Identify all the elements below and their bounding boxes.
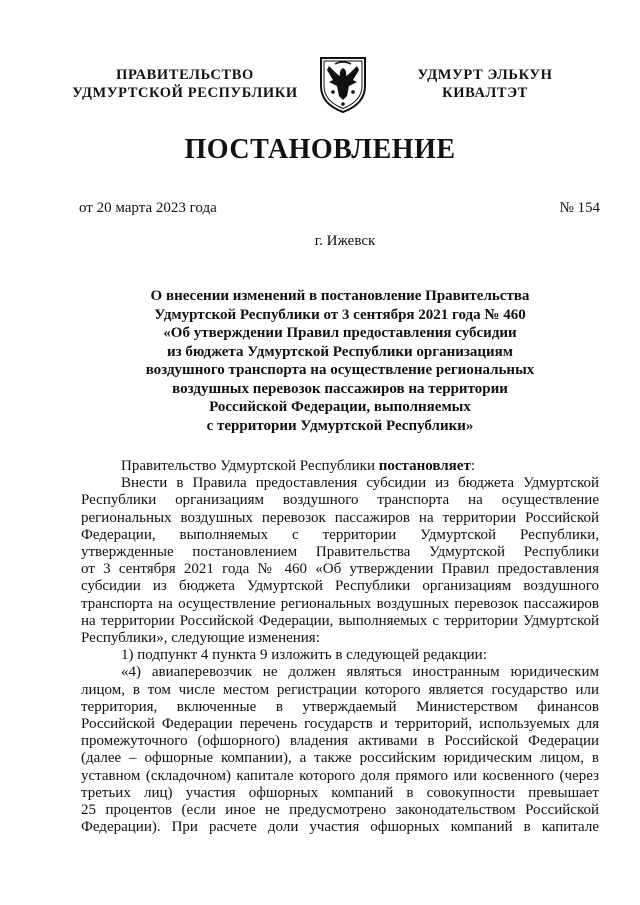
document-subject: [110, 287, 570, 435]
body-line: территория, включенные в утверждаемый Министерством финансов: [81, 698, 599, 715]
body-line: утвержденные постановлением Правительства Удмуртской Республики: [81, 544, 599, 561]
body-line: 1) подпункт 4 пункта 9 изложить в следующей редакции:: [121, 647, 487, 664]
header-left-line-2: УДМУРТСКОЙ РЕСПУБЛИКИ: [72, 85, 298, 101]
subject-line: Российской Федерации, выполняемых: [209, 399, 471, 415]
body-line: Российской Федерации перечень государств и территорий, используемых для: [81, 716, 599, 733]
body-line: 25 процентов (если иное не предусмотрено законодательством Российской: [81, 802, 599, 819]
subject-line: с территории Удмуртской Республики»: [206, 417, 474, 434]
body-line: лицом, в том числе местом регистрации которого является государство или: [81, 681, 599, 698]
body-line: «4) авиаперевозчик не должен являться иностранным юридическим: [121, 664, 599, 681]
body-line: третьих лиц) участия офшорных компаний в совокупности превышает: [81, 784, 599, 801]
subject-line: «Об утверждении Правил предоставления субсидии: [163, 325, 517, 341]
header-left-line-1: ПРАВИТЕЛЬСТВО: [116, 67, 254, 83]
body-line: Республики», следующие изменения:: [81, 630, 320, 647]
document-city: г. Ижевск: [314, 233, 376, 249]
coat-of-arms-icon: [313, 52, 373, 114]
body-line: Федерации, выполняемых с территории Удмуртской Республики,: [81, 526, 599, 543]
body-line: промежуточного (офшорного) владения активами в Российской Федерации: [81, 733, 599, 750]
intro-paragraph: [81, 458, 599, 475]
body-line: на территории Российской Федерации, выполняемых с территории Удмуртской: [81, 612, 599, 629]
government-name-russian: [60, 66, 310, 102]
subject-line: Удмуртской Республики от 3 сентября 2021 года № 460: [154, 306, 526, 323]
government-name-udmurt: [385, 66, 585, 102]
body-line: уставном (складочном) капитале которого доля прямого или косвенного (через: [81, 767, 599, 784]
subject-line: воздушных перевозок пассажиров на территории: [172, 380, 508, 397]
intro-keyword: постановляет: [378, 458, 471, 474]
document-title: ПОСТАНОВЛЕНИЕ: [184, 134, 456, 165]
intro-colon: :: [470, 458, 475, 474]
intro-text: Правительство Удмуртской Республики: [121, 458, 379, 474]
document-date: от 20 марта 2023 года: [79, 200, 217, 216]
body-line: транспорта на осуществление региональных воздушных перевозок пассажиров: [81, 595, 599, 612]
subject-line: из бюджета Удмуртской Республики организациям: [166, 343, 514, 360]
body-line: Внести в Правила предоставления субсидии из бюджета Удмуртской: [121, 475, 599, 492]
body-line: субсидии из бюджета Удмуртской Республики организациям воздушного: [81, 578, 599, 595]
subject-line: О внесении изменений в постановление Правительства: [150, 288, 530, 304]
document-number: № 154: [559, 200, 600, 216]
document-body: [81, 458, 599, 836]
header-right-line-2: КИВАЛТЭТ: [442, 85, 528, 101]
body-line: (далее – офшорные компании), а также российским юридическим лицом, в: [81, 750, 599, 767]
header-right-line-1: УДМУРТ ЭЛЬКУН: [417, 67, 553, 83]
body-line: Республики организациям воздушного транспорта на осуществление: [81, 492, 599, 509]
body-line: от 3 сентября 2021 года № 460 «Об утверждении Правил предоставления: [81, 561, 599, 578]
body-line: Федерации). При расчете доли участия офшорных компаний в капитале: [81, 819, 599, 836]
subject-line: воздушного транспорта на осуществление региональных: [145, 362, 535, 378]
body-line: региональных воздушных перевозок пассажиров на территории Российской: [81, 509, 599, 526]
